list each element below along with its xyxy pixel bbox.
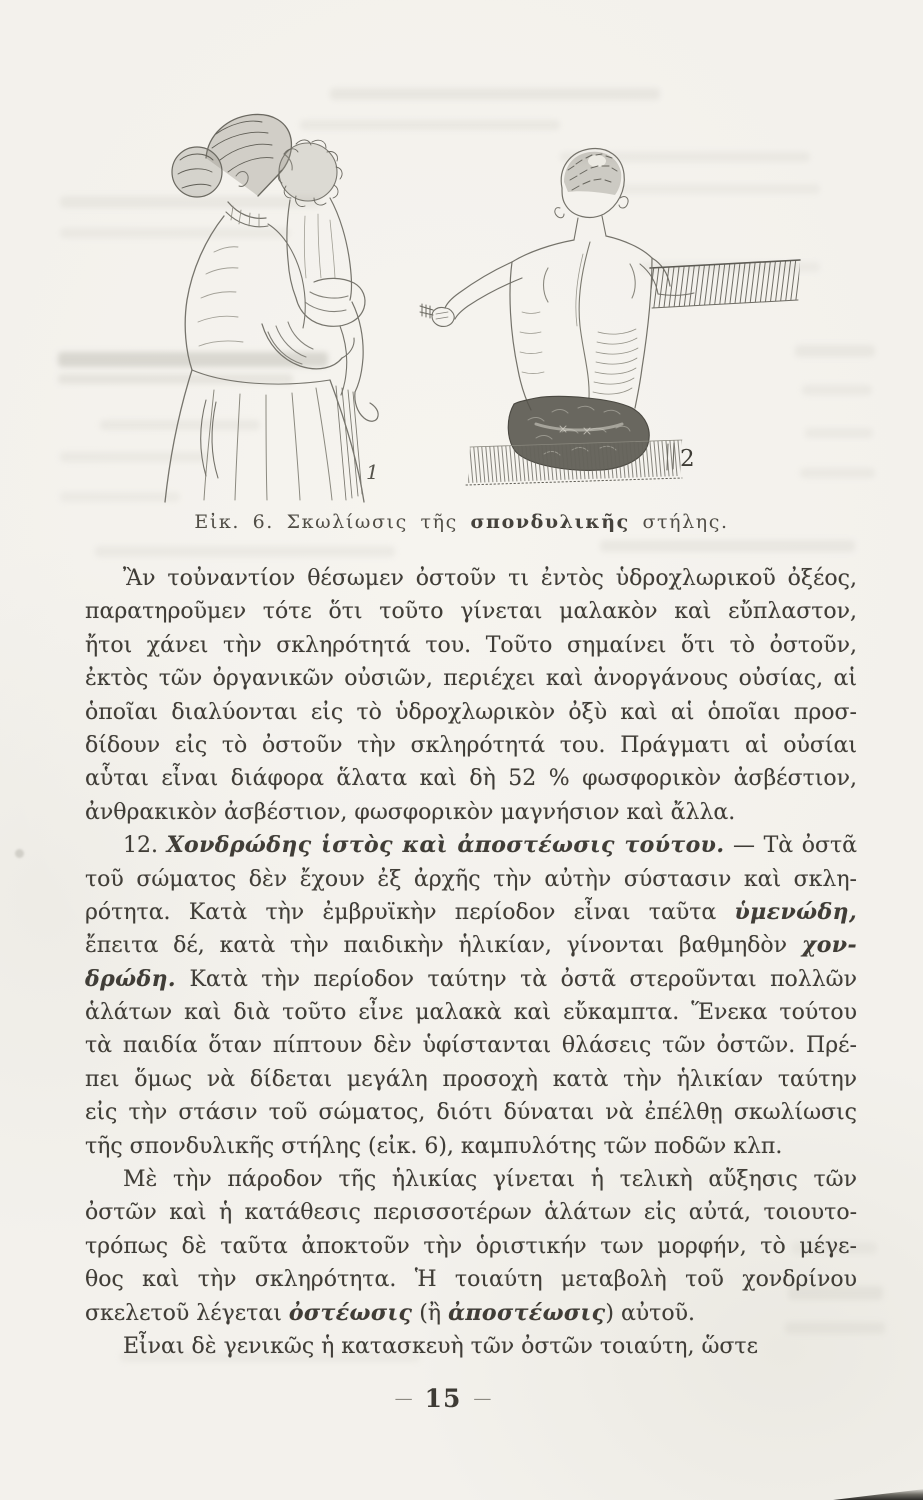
figure-label-1: 1 bbox=[366, 460, 379, 484]
caption-text-end: στήλης. bbox=[629, 511, 729, 533]
text-segment: (ἢ bbox=[412, 1300, 449, 1326]
corner-tear bbox=[833, 1488, 923, 1500]
page-number-value: 15 bbox=[424, 1384, 462, 1413]
text-segment: σκελετοῦ λέγεται bbox=[85, 1300, 289, 1326]
figure-group-mother-child bbox=[165, 114, 379, 502]
body-text bbox=[85, 562, 857, 1363]
emphasized-text: ὑμενώδη, bbox=[734, 898, 857, 925]
text-line bbox=[85, 1196, 857, 1229]
text-segment: Κατὰ τὴν περίοδον ταύτην τὰ ὀστᾶ στεροῦνται πολλῶν bbox=[175, 966, 857, 992]
text-segment: ) αὐτοῦ. bbox=[605, 1300, 695, 1326]
paragraph bbox=[85, 1330, 857, 1363]
text-line bbox=[85, 1130, 857, 1163]
ghost-smudge bbox=[600, 540, 855, 552]
text-segment: ἤτοι χάνει τὴν σκληρότητά του. Τοῦτο σημαίνει ὅτι τὸ ὀστοῦν, bbox=[85, 632, 857, 658]
emphasized-text: ὀστέωσις bbox=[288, 1299, 413, 1326]
text-segment: ὁποῖαι διαλύονται εἰς τὸ ὑδροχλωρικὸν ὀξὺ καὶ αἱ ὁποῖαι προσ- bbox=[85, 699, 857, 725]
text-line bbox=[85, 996, 857, 1029]
text-line bbox=[85, 595, 857, 628]
text-segment: τρόπως δὲ ταῦτα ἀποκτοῦν τὴν ὁριστικήν των μορφήν, τὸ μέγε- bbox=[85, 1233, 857, 1259]
figure-group-seated-boy bbox=[420, 149, 800, 485]
text-line bbox=[85, 696, 857, 729]
text-line bbox=[85, 562, 857, 595]
paragraph bbox=[85, 1163, 857, 1330]
text-segment: ὀστῶν καὶ ἡ κατάθεσις περισσοτέρων ἁλάτων εἰς αὐτά, τοιουτο- bbox=[85, 1200, 857, 1226]
text-segment: τοῦ σώματος δὲν ἔχουν ἐξ ἀρχῆς τὴν αὐτὴν σύστασιν καὶ σκλη- bbox=[85, 866, 857, 892]
caption-bold-word: σπονδυλικῆς bbox=[470, 511, 630, 533]
emphasized-text: Χονδρώδης ἱστὸς καὶ ἀποστέωσις τούτου. bbox=[166, 832, 725, 859]
text-line bbox=[85, 1230, 857, 1263]
text-segment: ἐκτὸς τῶν ὀργανικῶν οὐσιῶν, περιέχει καὶ ἀνοργάνους οὐσίας, αἱ bbox=[85, 666, 857, 692]
ink-spot bbox=[15, 849, 24, 858]
text-line bbox=[85, 1297, 857, 1330]
text-line bbox=[85, 1029, 857, 1062]
text-segment: εἰς τὴν στάσιν τοῦ σώματος, διότι δύναται νὰ ἐπέλθῃ σκωλίωσις bbox=[85, 1100, 857, 1126]
text-segment: Μὲ τὴν πάροδον τῆς ἡλικίας γίνεται ἡ τελικὴ αὔξησις τῶν bbox=[123, 1167, 857, 1193]
text-segment: δίδουν εἰς τὸ ὀστοῦν τὴν σκληρότητά του. Πράγματι αἱ οὐσίαι bbox=[85, 732, 857, 758]
page-number bbox=[0, 1384, 886, 1413]
text-line bbox=[85, 829, 857, 862]
text-line bbox=[85, 929, 857, 962]
text-line bbox=[85, 1096, 857, 1129]
text-segment: ἔπειτα δέ, κατὰ τὴν παιδικὴν ἡλικίαν, γίνονται βαθμηδὸν bbox=[85, 933, 802, 959]
caption-text: Εἰκ. 6. Σκωλίωσις τῆς bbox=[194, 511, 471, 533]
page-number-dash-left: — bbox=[394, 1388, 413, 1409]
text-line bbox=[85, 896, 857, 929]
text-line bbox=[85, 1330, 857, 1363]
text-segment: τὰ παιδία ὅταν πίπτουν δὲν ὑφίστανται θλάσεις τῶν ὀστῶν. Πρέ- bbox=[85, 1033, 857, 1059]
text-segment: 12. bbox=[123, 833, 167, 859]
emphasized-text: δρώδη. bbox=[85, 965, 176, 992]
text-segment: — Τὰ ὀστᾶ bbox=[724, 833, 857, 859]
text-segment: Εἶναι δὲ γενικῶς ἡ κατασκευὴ τῶν ὀστῶν τοιαύτη, ὥστε bbox=[123, 1333, 759, 1359]
ghost-smudge bbox=[95, 546, 395, 557]
text-segment: πει ὅμως νὰ δίδεται μεγάλη προσοχὴ κατὰ τὴν ἡλικίαν ταύτην bbox=[85, 1066, 857, 1092]
text-segment: Ἂν τοὐναντίον θέσωμεν ὀστοῦν τι ἐντὸς ὑδροχλωρικοῦ ὀξέος, bbox=[123, 566, 857, 591]
text-line bbox=[85, 662, 857, 695]
text-line bbox=[85, 796, 857, 829]
text-line bbox=[85, 963, 857, 996]
text-line bbox=[85, 762, 857, 795]
figure-label-2: 2 bbox=[680, 446, 695, 472]
text-line bbox=[85, 1063, 857, 1096]
figure-illustration bbox=[0, 0, 923, 520]
text-segment: τῆς σπονδυλικῆς στήλης (εἰκ. 6), καμπυλότης τῶν ποδῶν κλπ. bbox=[85, 1133, 783, 1159]
emphasized-text: χον- bbox=[801, 932, 857, 959]
text-segment: ρότητα. Κατὰ τὴν ἐμβρυϊκὴν περίοδον εἶναι ταῦτα bbox=[85, 899, 735, 925]
text-line bbox=[85, 1163, 857, 1196]
text-segment: ἁλάτων καὶ διὰ τοῦτο εἶνε μαλακὰ καὶ εὔκαμπτα. Ἕνεκα τούτου bbox=[85, 1000, 857, 1026]
text-line bbox=[85, 1263, 857, 1296]
text-segment: θος καὶ τὴν σκληρότητα. Ἡ τοιαύτη μεταβολὴ τοῦ χονδρίνου bbox=[85, 1267, 857, 1293]
text-segment: αὗται εἶναι διάφορα ἅλατα καὶ δὴ 52 % φωσφορικὸν ἀσβέστιον, bbox=[85, 766, 857, 792]
text-line bbox=[85, 729, 857, 762]
paragraph bbox=[85, 562, 857, 829]
text-line bbox=[85, 629, 857, 662]
text-line bbox=[85, 863, 857, 896]
text-segment: ἀνθρακικὸν ἀσβέστιον, φωσφορικὸν μαγνήσιον καὶ ἄλλα. bbox=[85, 799, 736, 825]
paragraph bbox=[85, 829, 857, 1163]
text-segment: παρατηροῦμεν τότε ὅτι τοῦτο γίνεται μαλακὸν καὶ εὔπλαστον, bbox=[85, 599, 857, 625]
figure-caption bbox=[0, 511, 923, 533]
emphasized-text: ἀποστέωσις bbox=[448, 1299, 606, 1326]
page-number-dash-right: — bbox=[473, 1388, 492, 1409]
